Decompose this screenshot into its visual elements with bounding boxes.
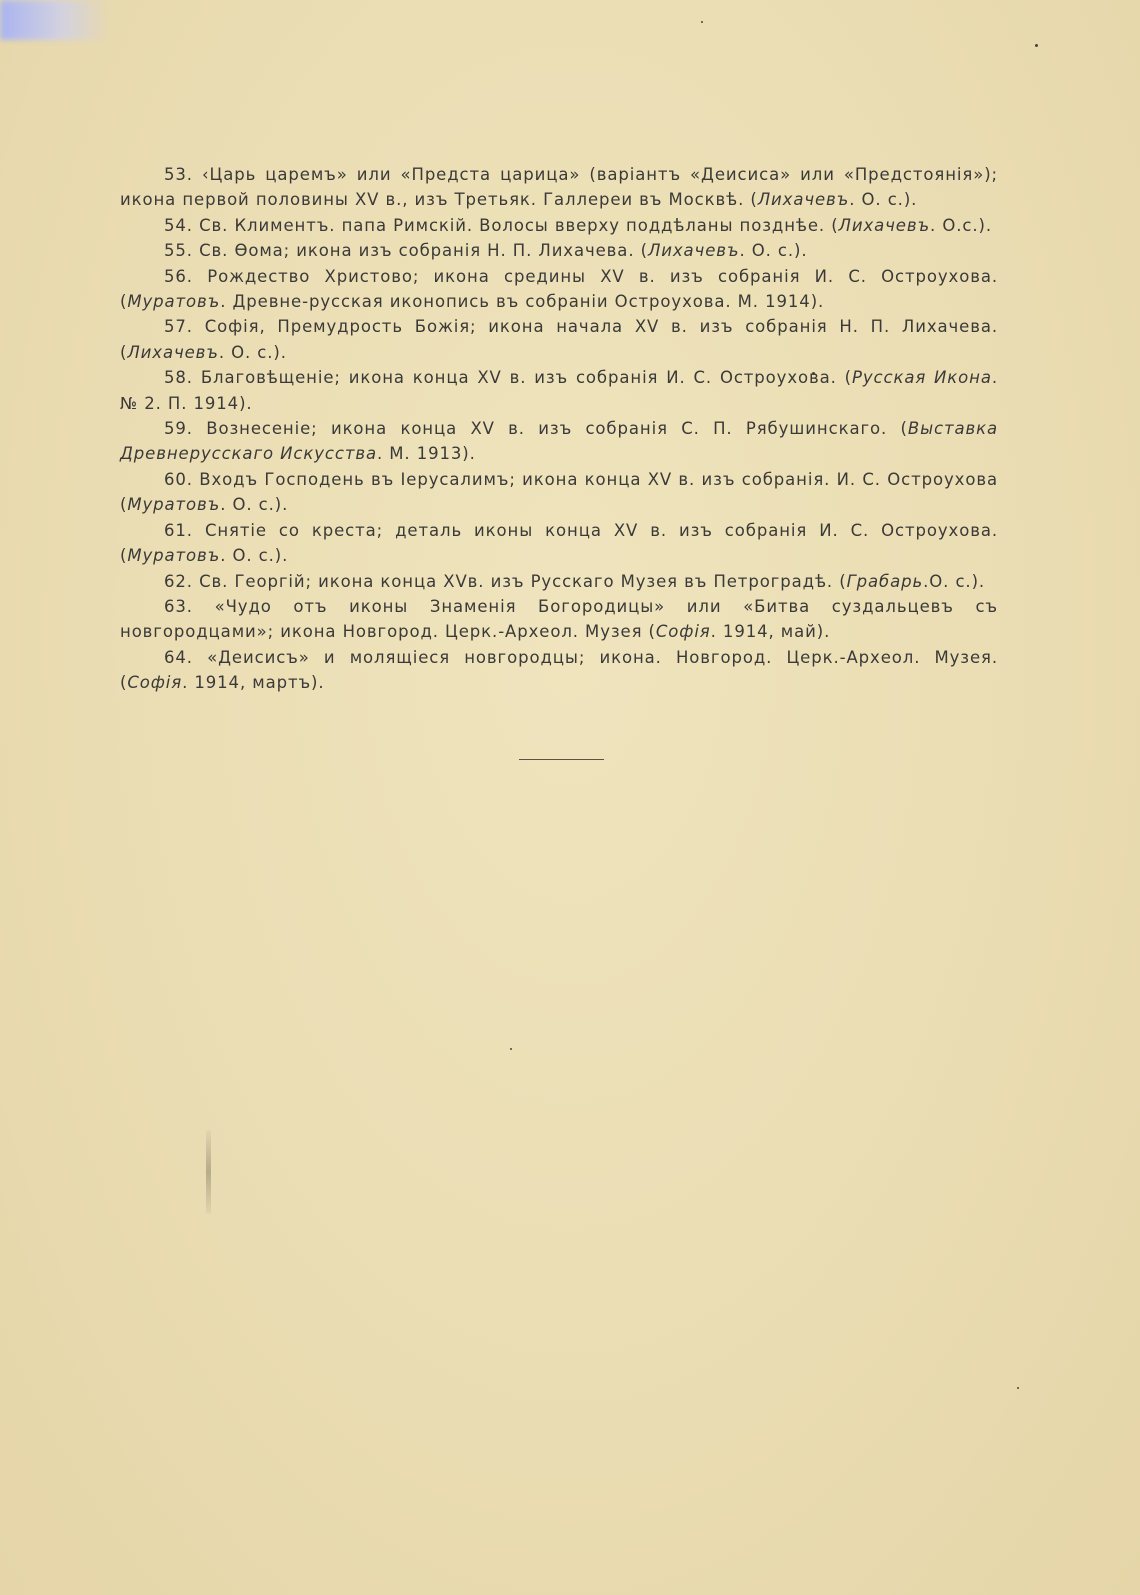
list-item: 59. Вознесеніе; икона конца XV в. изъ собранія С. П. Рябушинскаго. (Выставка Древнерусскаго Искусства. М. 1913). <box>120 419 998 464</box>
list-item: 53. ‹Царь царемъ» или «Предста царица» (варіантъ «Деисиса» или «Предстоянія»); икона первой половины XV в., изъ Третьяк. Галлереи въ Москвѣ. (Лихачевъ. О. с.). <box>120 165 998 210</box>
list-item: 54. Св. Климентъ. папа Римскій. Волосы вверху поддѣланы позднѣе. (Лихачевъ. О.с.). <box>164 215 992 235</box>
list-item: 60. Входъ Господень въ Іерусалимъ; икона конца XV в. изъ собранія. И. С. Остроухова (Муратовъ. О. с.). <box>120 469 998 515</box>
paper-speck <box>510 1048 512 1050</box>
list-item: 64. «Деисисъ» и молящіеся новгородцы; икона. Новгород. Церк.-Археол. Музея. (Софія. 1914, мартъ). <box>120 647 999 693</box>
scan-edge-glow <box>0 0 110 40</box>
illustration-list <box>120 162 998 696</box>
paper-fold-mark <box>206 1130 211 1214</box>
list-item: 63. «Чудо отъ иконы Знаменія Богородицы» или «Битва суздальцевъ съ новгородцами»; икона Новгород. Церк.-Археол. Музея (Софія. 1914, май). <box>120 596 998 642</box>
list-item: 61. Снятіе со креста; деталь иконы конца XV в. изъ собранія И. С. Остроухова. (Муратовъ. О. с.). <box>120 520 998 566</box>
paper-speck <box>1035 44 1038 47</box>
list-item: 55. Св. Ѳома; икона изъ собранія Н. П. Лихачева. (Лихачевъ. О. с.). <box>164 241 808 261</box>
list-item: 62. Св. Георгій; икона конца XVв. изъ Русскаго Музея въ Петроградѣ. (Грабарь.О. с.). <box>164 571 986 591</box>
paper-speck <box>701 21 703 23</box>
list-item: 58. Благовѣщеніе; икона конца XV в. изъ собранія И. С. Остроухова. (Русская Икона. № 2. П. 1914). <box>120 368 998 413</box>
section-divider <box>519 759 604 760</box>
paper-speck <box>1017 1387 1019 1389</box>
list-item: 57. Софія, Премудрость Божія; икона начала XV в. изъ собранія Н. П. Лихачева. (Лихачевъ. О. с.). <box>120 317 998 362</box>
list-item: 56. Рождество Христово; икона средины XV в. изъ собранія И. С. Остроухова. (Муратовъ. Древне-русская иконопись въ собраніи Остроухова. М. 1914). <box>120 266 998 312</box>
